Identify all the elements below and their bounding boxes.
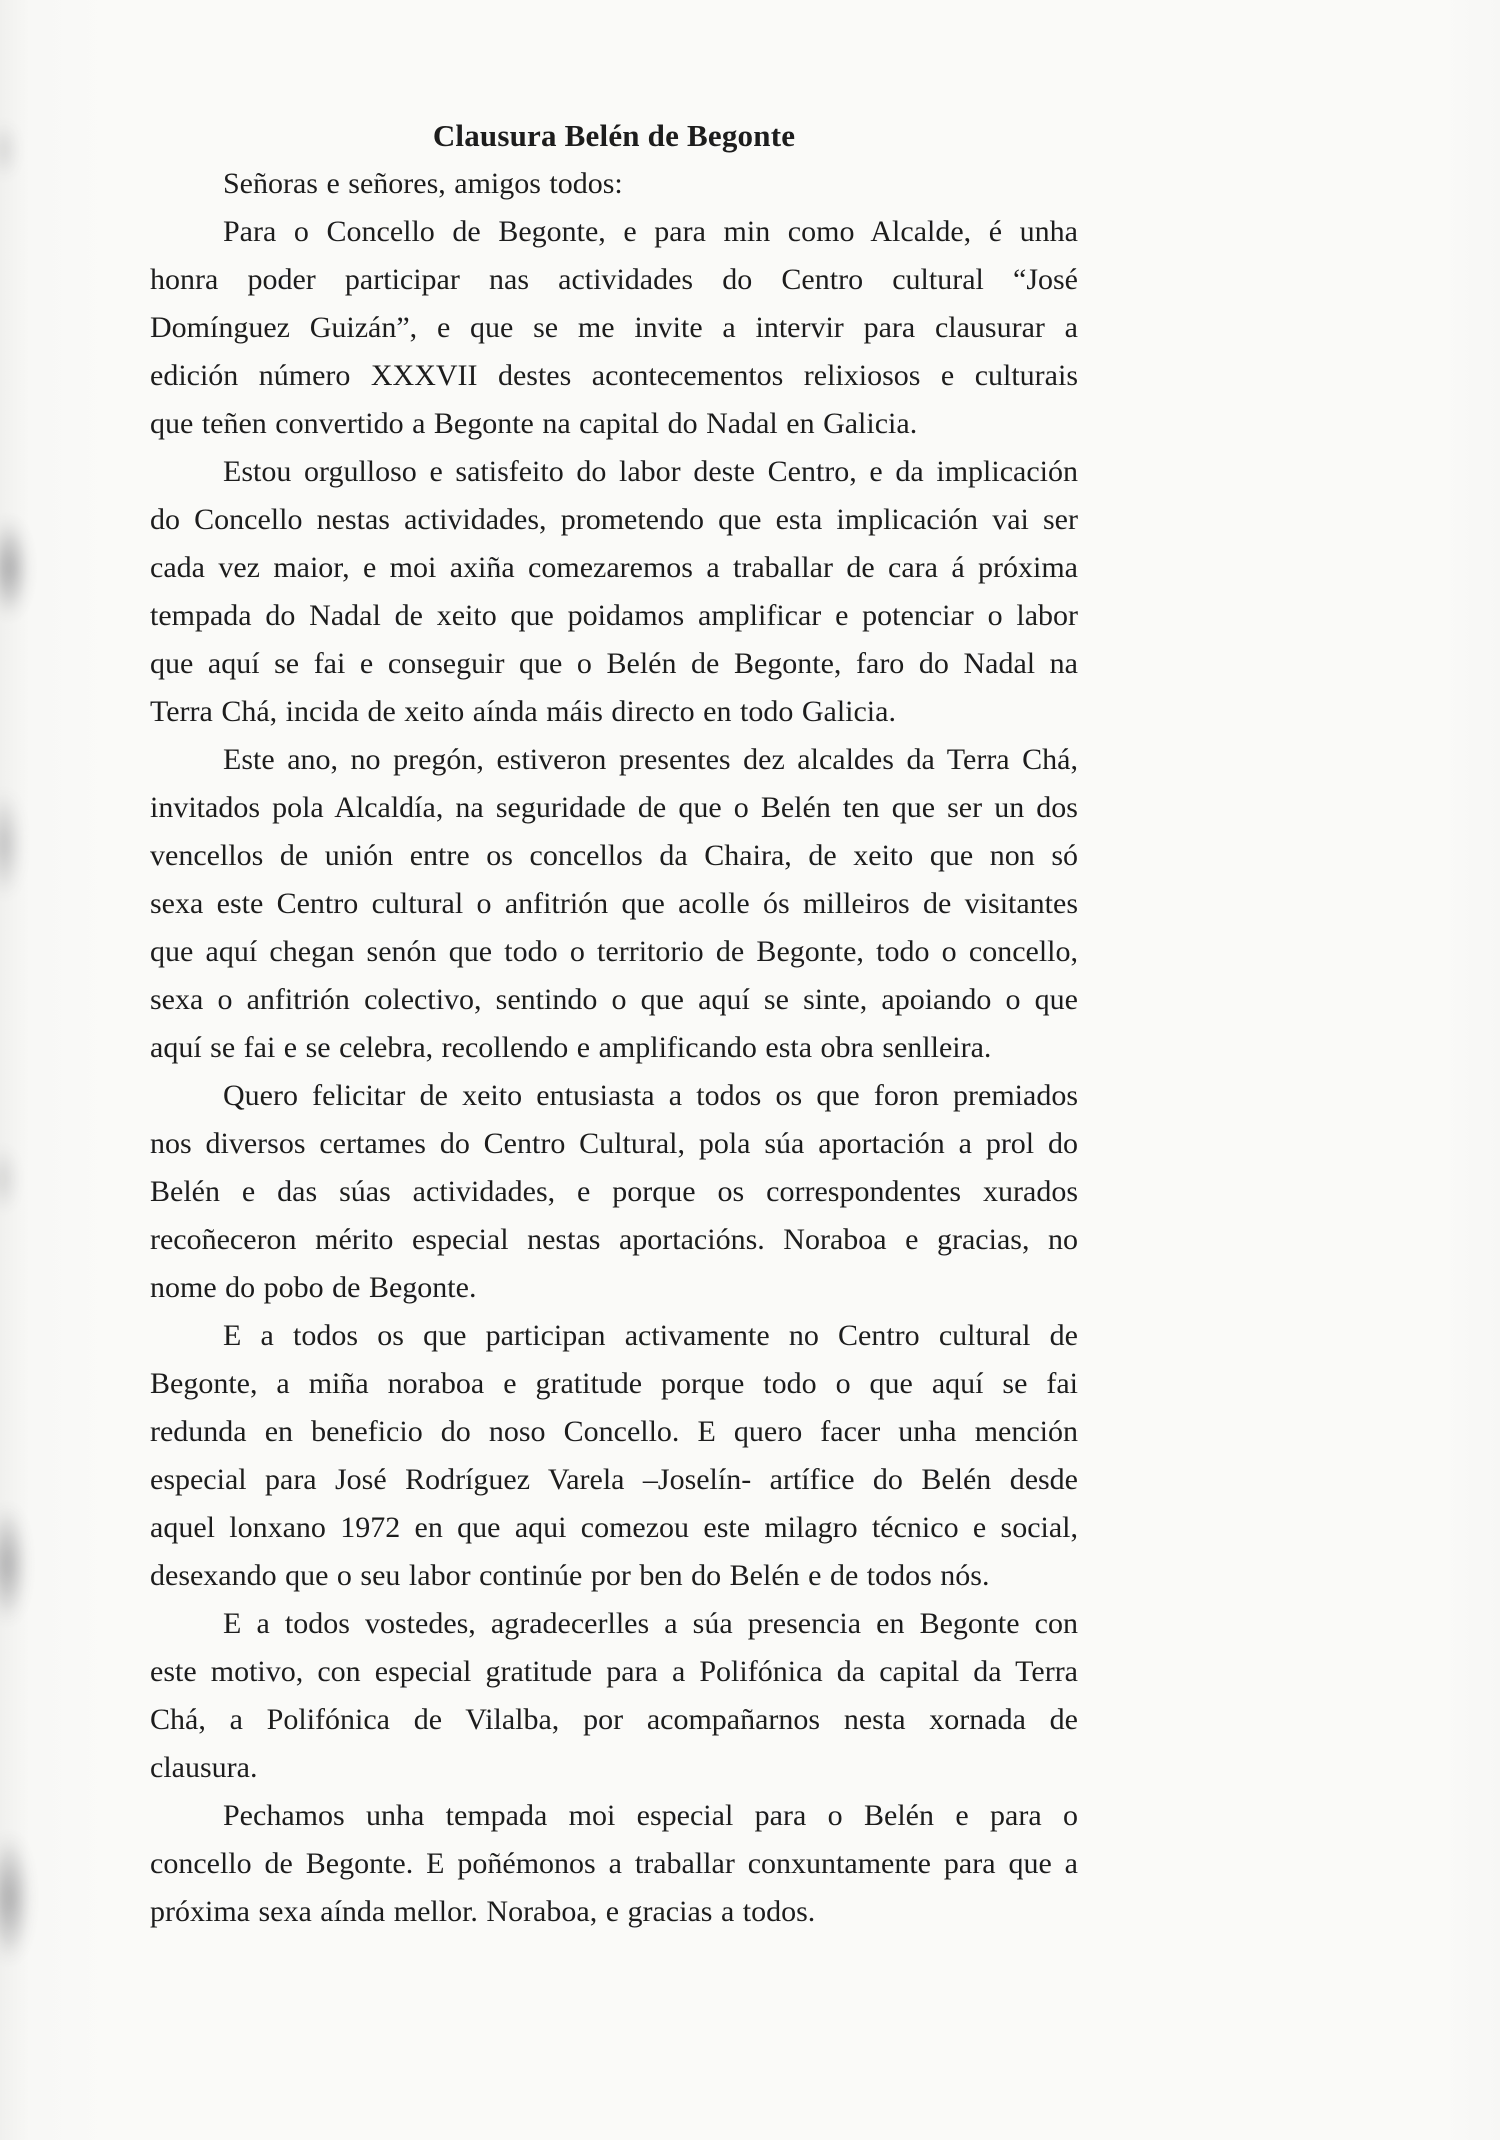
text-line: Este ano, no pregón, estiveron presentes dez alcaldes da Terra Chá, — [223, 743, 1078, 776]
text-line: próxima sexa aínda mellor. Noraboa, e gracias a todos. — [150, 1895, 816, 1928]
paragraph — [150, 1072, 1078, 1312]
text-line: desexando que o seu labor continúe por ben do Belén e de todos nós. — [150, 1559, 990, 1592]
document-title: Clausura Belén de Begonte — [432, 118, 796, 153]
scan-smudge — [0, 1142, 18, 1216]
text-line: especial para José Rodríguez Varela –Joselín- artífice do Belén desde — [150, 1463, 1078, 1496]
text-line: vencellos de unión entre os concellos da Chaira, de xeito que non só — [150, 839, 1078, 872]
scan-smudge — [0, 512, 30, 624]
text-line: que teñen convertido a Begonte na capital do Nadal en Galicia. — [150, 407, 918, 440]
scan-smudge — [0, 1498, 28, 1630]
text-line: edición número XXXVII destes acontecementos relixiosos e culturais — [150, 359, 1078, 392]
text-line: do Concello nestas actividades, prometendo que esta implicación vai ser — [150, 503, 1078, 536]
text-line: que aquí se fai e conseguir que o Belén de Begonte, faro do Nadal na — [150, 647, 1078, 680]
text-line: invitados pola Alcaldía, na seguridade de que o Belén ten que ser un dos — [150, 791, 1078, 824]
text-line: Pechamos unha tempada moi especial para o Belén e para o — [223, 1799, 1078, 1832]
text-line: honra poder participar nas actividades do Centro cultural “José — [150, 263, 1078, 296]
text-line: Domínguez Guizán”, e que se me invite a intervir para clausurar a — [150, 311, 1078, 344]
text-line: Chá, a Polifónica de Vilalba, por acompañarnos nesta xornada de — [150, 1703, 1078, 1736]
scan-smudge — [0, 785, 22, 903]
paragraph — [150, 1312, 1078, 1600]
text-line: Terra Chá, incida de xeito aínda máis directo en todo Galicia. — [150, 695, 896, 728]
text-line: sexa o anfitrión colectivo, sentindo o que aquí se sinte, apoiando o que — [150, 983, 1078, 1016]
text-line: que aquí chegan senón que todo o territorio de Begonte, todo o concello, — [150, 935, 1078, 968]
text-line: este motivo, con especial gratitude para a Polifónica da capital da Terra — [150, 1655, 1078, 1688]
scan-smudge — [0, 1826, 32, 1970]
text-line: nos diversos certames do Centro Cultural, pola súa aportación a prol do — [150, 1127, 1078, 1160]
text-line: tempada do Nadal de xeito que poidamos amplificar e potenciar o labor — [150, 599, 1078, 632]
text-line: clausura. — [150, 1751, 258, 1784]
paragraph — [150, 736, 1078, 1072]
text-line: sexa este Centro cultural o anfitrión que acolle ós milleiros de visitantes — [150, 887, 1078, 920]
text-line: E a todos os que participan activamente no Centro cultural de — [223, 1319, 1078, 1352]
text-line: Begonte, a miña noraboa e gratitude porque todo o que aquí se fai — [150, 1367, 1078, 1400]
text-line: aquí se fai e se celebra, recollendo e amplificando esta obra senlleira. — [150, 1031, 992, 1064]
paragraph — [150, 208, 1078, 448]
document-body — [150, 160, 1078, 1936]
text-line: concello de Begonte. E poñémonos a traballar conxuntamente para que a — [150, 1847, 1078, 1880]
document-content — [150, 112, 1078, 1936]
text-line: aquel lonxano 1972 en que aqui comezou este milagro técnico e social, — [150, 1511, 1078, 1544]
paragraph — [150, 448, 1078, 736]
text-line: recoñeceron mérito especial nestas aportacións. Noraboa e gracias, no — [150, 1223, 1078, 1256]
text-line: Estou orgulloso e satisfeito do labor deste Centro, e da implicación — [223, 455, 1078, 488]
text-line: Para o Concello de Begonte, e para min como Alcalde, é unha — [223, 215, 1078, 248]
text-line: Belén e das súas actividades, e porque os correspondentes xurados — [150, 1175, 1078, 1208]
paragraph — [150, 1792, 1078, 1936]
text-line: cada vez maior, e moi axiña comezaremos a traballar de cara á próxima — [150, 551, 1078, 584]
text-line: Señoras e señores, amigos todos: — [223, 167, 623, 200]
text-line: nome do pobo de Begonte. — [150, 1271, 477, 1304]
scan-smudge — [0, 118, 18, 182]
paragraph — [150, 1600, 1078, 1792]
paragraph — [150, 160, 1078, 208]
text-line: E a todos vostedes, agradecerlles a súa presencia en Begonte con — [223, 1607, 1078, 1640]
text-line: Quero felicitar de xeito entusiasta a todos os que foron premiados — [223, 1079, 1078, 1112]
text-line: redunda en beneficio do noso Concello. E quero facer unha mención — [150, 1415, 1078, 1448]
